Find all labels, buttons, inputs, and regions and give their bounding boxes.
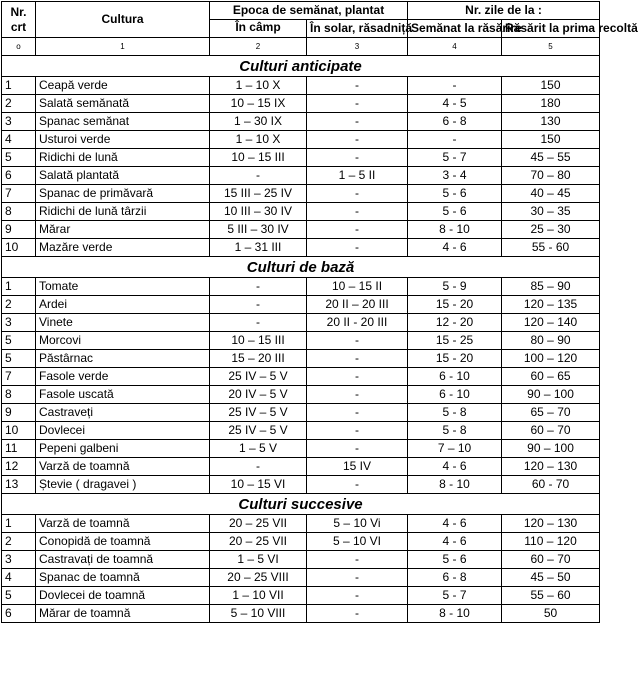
sowing-greenhouse: - [307, 605, 408, 623]
sowing-field: 10 – 15 VI [210, 476, 307, 494]
row-number: 9 [2, 404, 36, 422]
sowing-greenhouse: 10 – 15 II [307, 278, 408, 296]
days-sowing-to-emergence: 6 - 8 [408, 569, 502, 587]
header-column-numbers [2, 38, 600, 56]
sowing-field: 25 IV – 5 V [210, 404, 307, 422]
sowing-greenhouse: 15 IV [307, 458, 408, 476]
sowing-greenhouse: - [307, 77, 408, 95]
header-cultura: Cultura [36, 2, 210, 38]
days-sowing-to-emergence: 4 - 6 [408, 515, 502, 533]
days-emergence-to-harvest: 50 [502, 605, 600, 623]
crop-name: Ceapă verde [36, 77, 210, 95]
crop-name: Fasole verde [36, 368, 210, 386]
days-emergence-to-harvest: 100 – 120 [502, 350, 600, 368]
sowing-field: 10 III – 30 IV [210, 203, 307, 221]
sowing-field: - [210, 296, 307, 314]
sowing-field: 1 – 10 X [210, 131, 307, 149]
days-sowing-to-emergence: - [408, 131, 502, 149]
days-emergence-to-harvest: 30 – 35 [502, 203, 600, 221]
column-number: 4 [408, 38, 502, 56]
crop-name: Castraveți [36, 404, 210, 422]
section-title: Culturi de bază [2, 257, 600, 278]
crop-name: Spanac semănat [36, 113, 210, 131]
row-number: 8 [2, 386, 36, 404]
days-emergence-to-harvest: 90 – 100 [502, 440, 600, 458]
sowing-greenhouse: - [307, 149, 408, 167]
days-emergence-to-harvest: 180 [502, 95, 600, 113]
row-number: 3 [2, 551, 36, 569]
column-number: 3 [307, 38, 408, 56]
row-number: 10 [2, 422, 36, 440]
table-row [2, 422, 600, 440]
sowing-greenhouse: - [307, 368, 408, 386]
table-row [2, 332, 600, 350]
row-number: 2 [2, 296, 36, 314]
crop-name: Mărar de toamnă [36, 605, 210, 623]
row-number: 5 [2, 350, 36, 368]
days-sowing-to-emergence: 15 - 20 [408, 296, 502, 314]
days-sowing-to-emergence: 3 - 4 [408, 167, 502, 185]
crop-name: Păstârnac [36, 350, 210, 368]
table-row [2, 131, 600, 149]
sowing-greenhouse: - [307, 551, 408, 569]
crop-name: Dovlecei de toamnă [36, 587, 210, 605]
table-row [2, 569, 600, 587]
days-emergence-to-harvest: 90 – 100 [502, 386, 600, 404]
row-number: 4 [2, 569, 36, 587]
row-number: 6 [2, 605, 36, 623]
days-emergence-to-harvest: 60 – 70 [502, 551, 600, 569]
days-sowing-to-emergence: 5 - 6 [408, 551, 502, 569]
sowing-greenhouse: 5 – 10 Vi [307, 515, 408, 533]
row-number: 5 [2, 332, 36, 350]
crop-name: Ridichi de lună târzii [36, 203, 210, 221]
sowing-field: 1 – 10 VII [210, 587, 307, 605]
section-title: Culturi succesive [2, 494, 600, 515]
row-number: 3 [2, 314, 36, 332]
days-sowing-to-emergence: 15 - 25 [408, 332, 502, 350]
row-number: 1 [2, 515, 36, 533]
crop-name: Tomate [36, 278, 210, 296]
days-emergence-to-harvest: 120 – 140 [502, 314, 600, 332]
table-row [2, 239, 600, 257]
row-number: 13 [2, 476, 36, 494]
sowing-field: - [210, 278, 307, 296]
section-title: Culturi anticipate [2, 56, 600, 77]
sowing-field: 1 – 5 VI [210, 551, 307, 569]
header-epoca: Epoca de semănat, plantat [210, 2, 408, 20]
table-row [2, 77, 600, 95]
sowing-field: 1 – 10 X [210, 77, 307, 95]
table-row [2, 533, 600, 551]
sowing-field: 10 – 15 III [210, 332, 307, 350]
sowing-field: 15 – 20 III [210, 350, 307, 368]
table-row [2, 113, 600, 131]
days-emergence-to-harvest: 70 – 80 [502, 167, 600, 185]
crop-name: Mazăre verde [36, 239, 210, 257]
table-row [2, 296, 600, 314]
days-emergence-to-harvest: 55 – 60 [502, 587, 600, 605]
row-number: 2 [2, 533, 36, 551]
table-row [2, 404, 600, 422]
days-sowing-to-emergence: 5 - 9 [408, 278, 502, 296]
sowing-greenhouse: - [307, 185, 408, 203]
crop-name: Pepeni galbeni [36, 440, 210, 458]
row-number: 1 [2, 77, 36, 95]
column-number: 1 [36, 38, 210, 56]
days-emergence-to-harvest: 60 – 65 [502, 368, 600, 386]
table-row [2, 203, 600, 221]
sowing-field: 25 IV – 5 V [210, 368, 307, 386]
days-sowing-to-emergence: 4 - 6 [408, 239, 502, 257]
header-rasarit-recolta: Răsărit la prima recoltă [502, 20, 600, 38]
days-emergence-to-harvest: 60 - 70 [502, 476, 600, 494]
column-number: 5 [502, 38, 600, 56]
days-emergence-to-harvest: 130 [502, 113, 600, 131]
days-sowing-to-emergence: 5 - 7 [408, 587, 502, 605]
days-sowing-to-emergence: 5 - 7 [408, 149, 502, 167]
crop-name: Spanac de toamnă [36, 569, 210, 587]
days-sowing-to-emergence: 8 - 10 [408, 476, 502, 494]
sowing-greenhouse: - [307, 221, 408, 239]
table-row [2, 350, 600, 368]
row-number: 12 [2, 458, 36, 476]
sowing-greenhouse: - [307, 569, 408, 587]
sowing-field: 5 – 10 VIII [210, 605, 307, 623]
table-row [2, 221, 600, 239]
sowing-field: 1 – 31 III [210, 239, 307, 257]
sowing-greenhouse: 5 – 10 VI [307, 533, 408, 551]
days-emergence-to-harvest: 45 – 50 [502, 569, 600, 587]
section-header-row [2, 494, 600, 515]
table-row [2, 476, 600, 494]
row-number: 6 [2, 167, 36, 185]
section-header-row [2, 257, 600, 278]
days-sowing-to-emergence: 15 - 20 [408, 350, 502, 368]
row-number: 10 [2, 239, 36, 257]
table-row [2, 314, 600, 332]
crop-name: Fasole uscată [36, 386, 210, 404]
sowing-field: 5 III – 30 IV [210, 221, 307, 239]
days-emergence-to-harvest: 55 - 60 [502, 239, 600, 257]
crop-name: Ardei [36, 296, 210, 314]
sowing-field: 25 IV – 5 V [210, 422, 307, 440]
days-emergence-to-harvest: 60 – 70 [502, 422, 600, 440]
days-sowing-to-emergence: 6 - 8 [408, 113, 502, 131]
crop-schedule-table [1, 1, 638, 623]
header-nr-crt: Nr. crt [2, 2, 36, 38]
sowing-greenhouse: - [307, 95, 408, 113]
table-row [2, 587, 600, 605]
days-emergence-to-harvest: 120 – 130 [502, 515, 600, 533]
row-number: 8 [2, 203, 36, 221]
days-emergence-to-harvest: 40 – 45 [502, 185, 600, 203]
sowing-field: 20 – 25 VII [210, 533, 307, 551]
crop-name: Castravați de toamnă [36, 551, 210, 569]
row-number: 4 [2, 131, 36, 149]
days-sowing-to-emergence: 5 - 6 [408, 203, 502, 221]
days-sowing-to-emergence: - [408, 77, 502, 95]
row-number: 9 [2, 221, 36, 239]
days-sowing-to-emergence: 5 - 6 [408, 185, 502, 203]
days-emergence-to-harvest: 150 [502, 77, 600, 95]
sowing-field: 15 III – 25 IV [210, 185, 307, 203]
days-sowing-to-emergence: 4 - 5 [408, 95, 502, 113]
sowing-field: 1 – 5 V [210, 440, 307, 458]
sowing-greenhouse: - [307, 332, 408, 350]
row-number: 1 [2, 278, 36, 296]
sowing-greenhouse: - [307, 131, 408, 149]
days-emergence-to-harvest: 110 – 120 [502, 533, 600, 551]
table-row [2, 515, 600, 533]
section-header-row [2, 56, 600, 77]
header-row-top [2, 2, 600, 20]
table-row [2, 185, 600, 203]
table-row [2, 368, 600, 386]
header-nr-zile: Nr. zile de la : [408, 2, 600, 20]
crop-name: Vinete [36, 314, 210, 332]
crop-name: Ridichi de lună [36, 149, 210, 167]
crop-name: Varză de toamnă [36, 458, 210, 476]
days-sowing-to-emergence: 4 - 6 [408, 533, 502, 551]
sowing-field: - [210, 458, 307, 476]
sowing-greenhouse: - [307, 239, 408, 257]
table-row [2, 551, 600, 569]
sowing-field: 20 – 25 VII [210, 515, 307, 533]
column-number: o [2, 38, 36, 56]
sowing-greenhouse: 1 – 5 II [307, 167, 408, 185]
days-emergence-to-harvest: 85 – 90 [502, 278, 600, 296]
crop-name: Usturoi verde [36, 131, 210, 149]
days-sowing-to-emergence: 5 - 8 [408, 422, 502, 440]
column-number: 2 [210, 38, 307, 56]
table-row [2, 95, 600, 113]
sowing-field: - [210, 167, 307, 185]
crop-name: Ștevie ( dragavei ) [36, 476, 210, 494]
sowing-greenhouse: - [307, 113, 408, 131]
sowing-greenhouse: - [307, 587, 408, 605]
days-sowing-to-emergence: 5 - 8 [408, 404, 502, 422]
days-sowing-to-emergence: 7 – 10 [408, 440, 502, 458]
sowing-greenhouse: 20 II – 20 III [307, 296, 408, 314]
days-emergence-to-harvest: 25 – 30 [502, 221, 600, 239]
row-number: 3 [2, 113, 36, 131]
header-semanat-rasarire: Semănat la răsărire [408, 20, 502, 38]
row-number: 5 [2, 587, 36, 605]
crop-name: Mărar [36, 221, 210, 239]
table-row [2, 278, 600, 296]
table-row [2, 386, 600, 404]
row-number: 7 [2, 368, 36, 386]
header-in-solar: În solar, răsadniță [307, 20, 408, 38]
sowing-field: 10 – 15 IX [210, 95, 307, 113]
table-row [2, 149, 600, 167]
sowing-field: 20 – 25 VIII [210, 569, 307, 587]
days-sowing-to-emergence: 6 - 10 [408, 386, 502, 404]
row-number: 7 [2, 185, 36, 203]
sowing-greenhouse: 20 II - 20 III [307, 314, 408, 332]
days-emergence-to-harvest: 80 – 90 [502, 332, 600, 350]
sowing-greenhouse: - [307, 476, 408, 494]
sowing-greenhouse: - [307, 404, 408, 422]
days-emergence-to-harvest: 150 [502, 131, 600, 149]
table-row [2, 440, 600, 458]
days-sowing-to-emergence: 8 - 10 [408, 221, 502, 239]
crop-name: Morcovi [36, 332, 210, 350]
table-row [2, 605, 600, 623]
crop-name: Salată plantată [36, 167, 210, 185]
days-emergence-to-harvest: 65 – 70 [502, 404, 600, 422]
days-sowing-to-emergence: 8 - 10 [408, 605, 502, 623]
crop-name: Spanac de primăvară [36, 185, 210, 203]
days-emergence-to-harvest: 120 – 135 [502, 296, 600, 314]
sowing-greenhouse: - [307, 350, 408, 368]
days-sowing-to-emergence: 12 - 20 [408, 314, 502, 332]
days-sowing-to-emergence: 4 - 6 [408, 458, 502, 476]
days-emergence-to-harvest: 45 – 55 [502, 149, 600, 167]
crop-name: Salată semănată [36, 95, 210, 113]
sowing-field: 10 – 15 III [210, 149, 307, 167]
days-emergence-to-harvest: 120 – 130 [502, 458, 600, 476]
crop-name: Varză de toamnă [36, 515, 210, 533]
sowing-greenhouse: - [307, 440, 408, 458]
header-in-camp: În câmp [210, 20, 307, 38]
sowing-field: 1 – 30 IX [210, 113, 307, 131]
sowing-greenhouse: - [307, 386, 408, 404]
sowing-field: - [210, 314, 307, 332]
days-sowing-to-emergence: 6 - 10 [408, 368, 502, 386]
table-row [2, 458, 600, 476]
sowing-greenhouse: - [307, 203, 408, 221]
sowing-greenhouse: - [307, 422, 408, 440]
row-number: 5 [2, 149, 36, 167]
sowing-field: 20 IV – 5 V [210, 386, 307, 404]
table-body [2, 56, 600, 623]
crop-name: Conopidă de toamnă [36, 533, 210, 551]
table-row [2, 167, 600, 185]
crop-name: Dovlecei [36, 422, 210, 440]
row-number: 11 [2, 440, 36, 458]
row-number: 2 [2, 95, 36, 113]
